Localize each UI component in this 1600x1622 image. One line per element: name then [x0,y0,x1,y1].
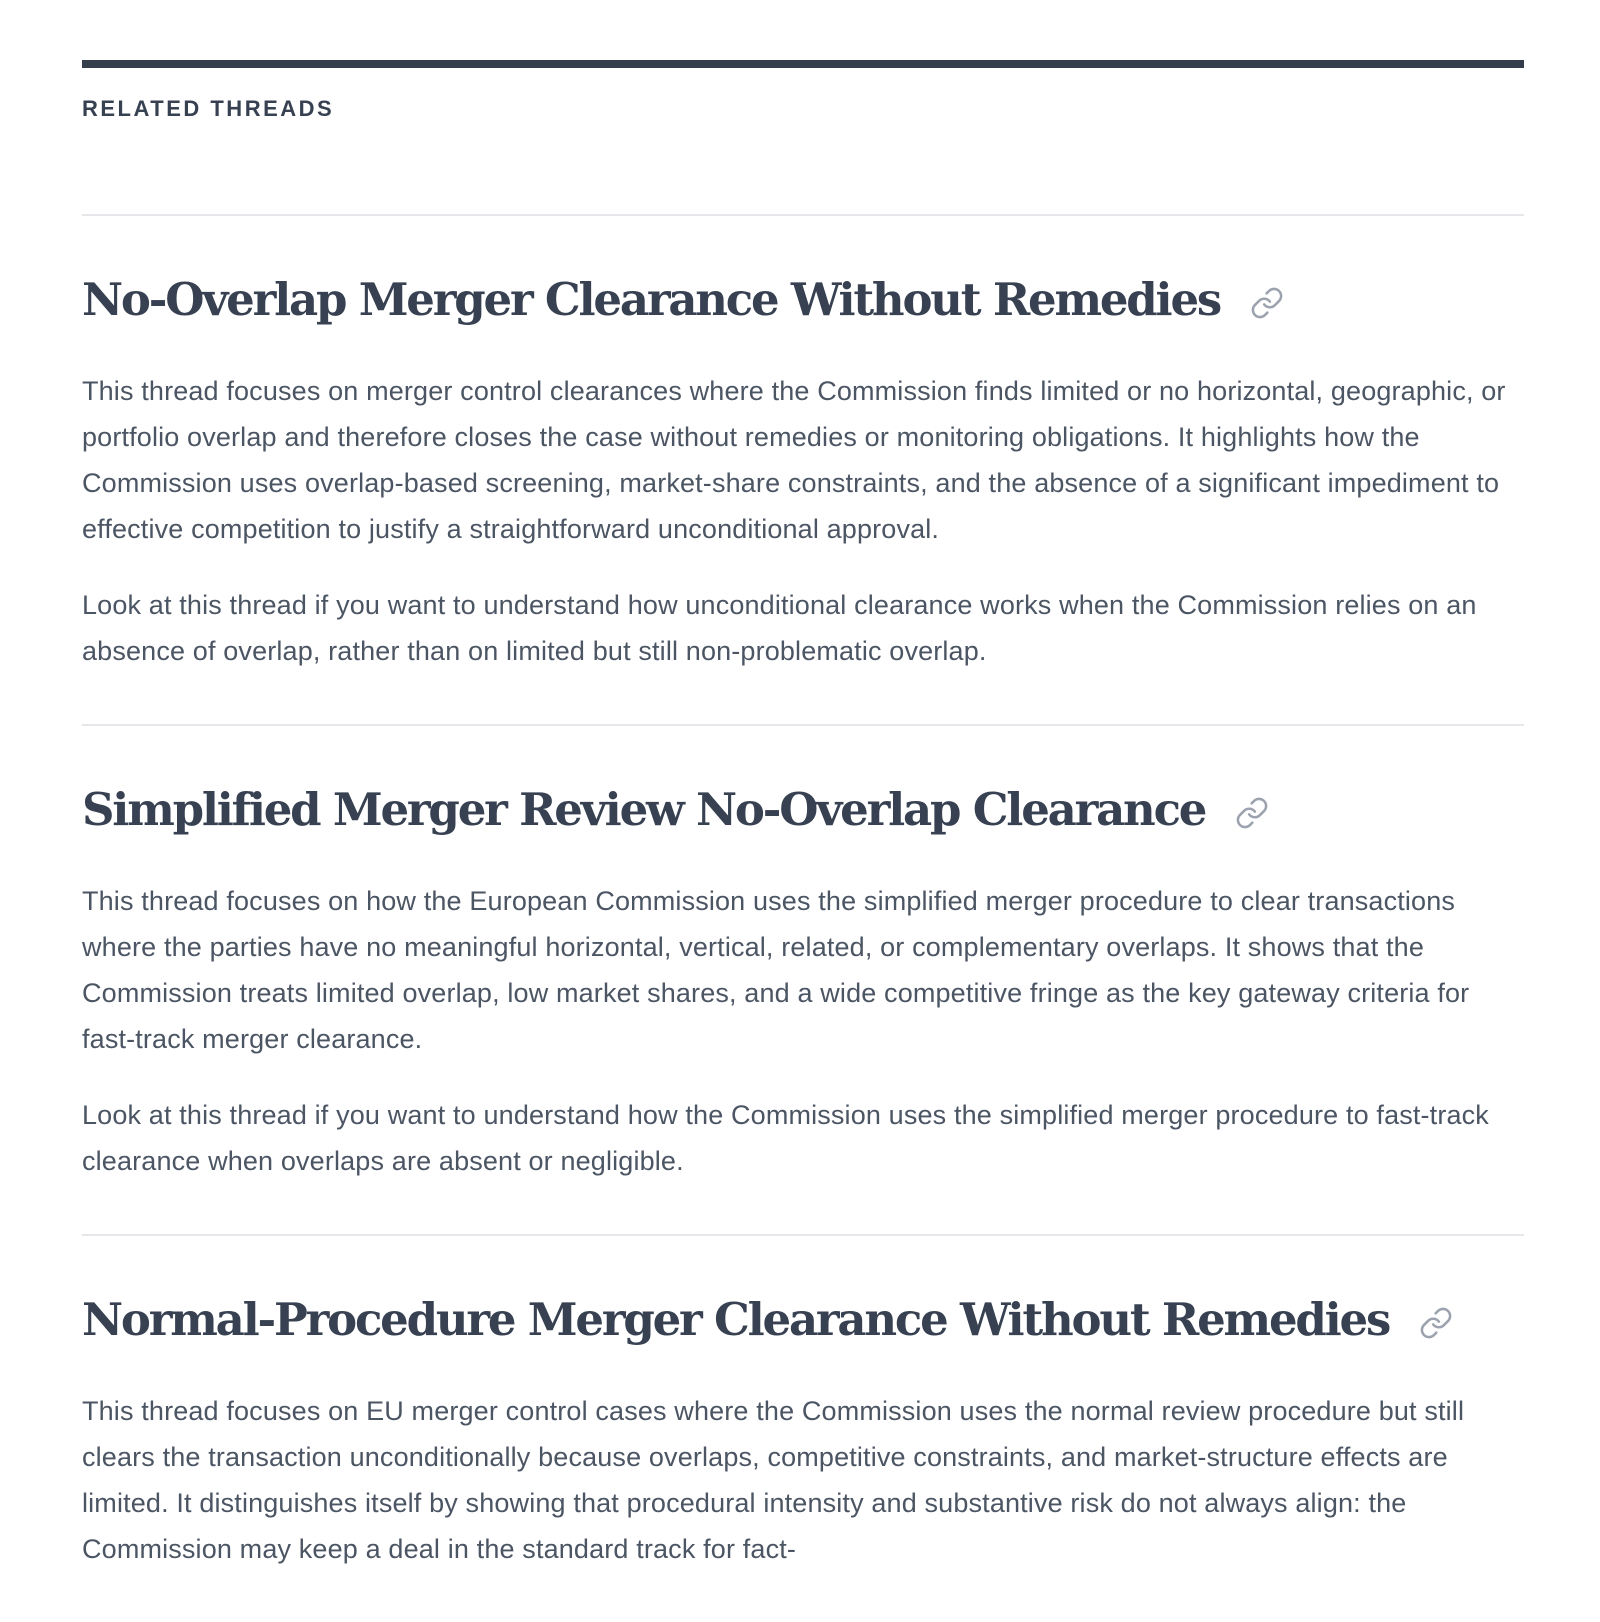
thread-card [82,216,1524,724]
thread-card [82,726,1524,1234]
thread-title[interactable]: No-Overlap Merger Clearance Without Remedies [82,273,1221,326]
thread-body [82,878,1524,1184]
thread-title-row [82,268,1524,332]
related-threads-section [82,60,1524,1622]
thread-title[interactable]: Simplified Merger Review No-Overlap Clearance [82,783,1206,836]
thread-body [82,368,1524,674]
link-icon[interactable] [1235,796,1269,830]
thread-guidance: Look at this thread if you want to understand how the Commission uses the simplified merger procedure to fast-track clearance when overlaps are absent or negligible. [82,1100,1489,1176]
thread-title-row [82,1288,1524,1352]
section-label: RELATED THREADS [82,96,335,121]
link-icon[interactable] [1250,286,1284,320]
thread-body [82,1388,1524,1572]
thread-title-row [82,778,1524,842]
thread-description: This thread focuses on merger control clearances where the Commission finds limited or no horizontal, geographic, or portfolio overlap and therefore closes the case without remedies or monitoring obligations. It highlights how the Commission uses overlap-based screening, market-share constraints, and the absence of a significant impediment to effective competition to justify a straightforward unconditional approval. [82,376,1506,544]
thread-description: This thread focuses on EU merger control cases where the Commission uses the normal review procedure but still clears the transaction unconditionally because overlaps, competitive constraints, and market-structure effects are limited. It distinguishes itself by showing that procedural intensity and substantive risk do not always align: the Commission may keep a deal in the standard track for fact- [82,1396,1465,1564]
top-rule [82,60,1524,68]
thread-guidance: Look at this thread if you want to understand how unconditional clearance works when the Commission relies on an absence of overlap, rather than on limited but still non-problematic overlap. [82,590,1477,666]
thread-description: This thread focuses on how the European Commission uses the simplified merger procedure to clear transactions where the parties have no meaningful horizontal, vertical, related, or complementary overlaps. It shows that the Commission treats limited overlap, low market shares, and a wide competitive fringe as the key gateway criteria for fast-track merger clearance. [82,886,1470,1054]
thread-card [82,1236,1524,1622]
thread-title[interactable]: Normal-Procedure Merger Clearance Without Remedies [82,1293,1390,1346]
link-icon[interactable] [1419,1306,1453,1340]
